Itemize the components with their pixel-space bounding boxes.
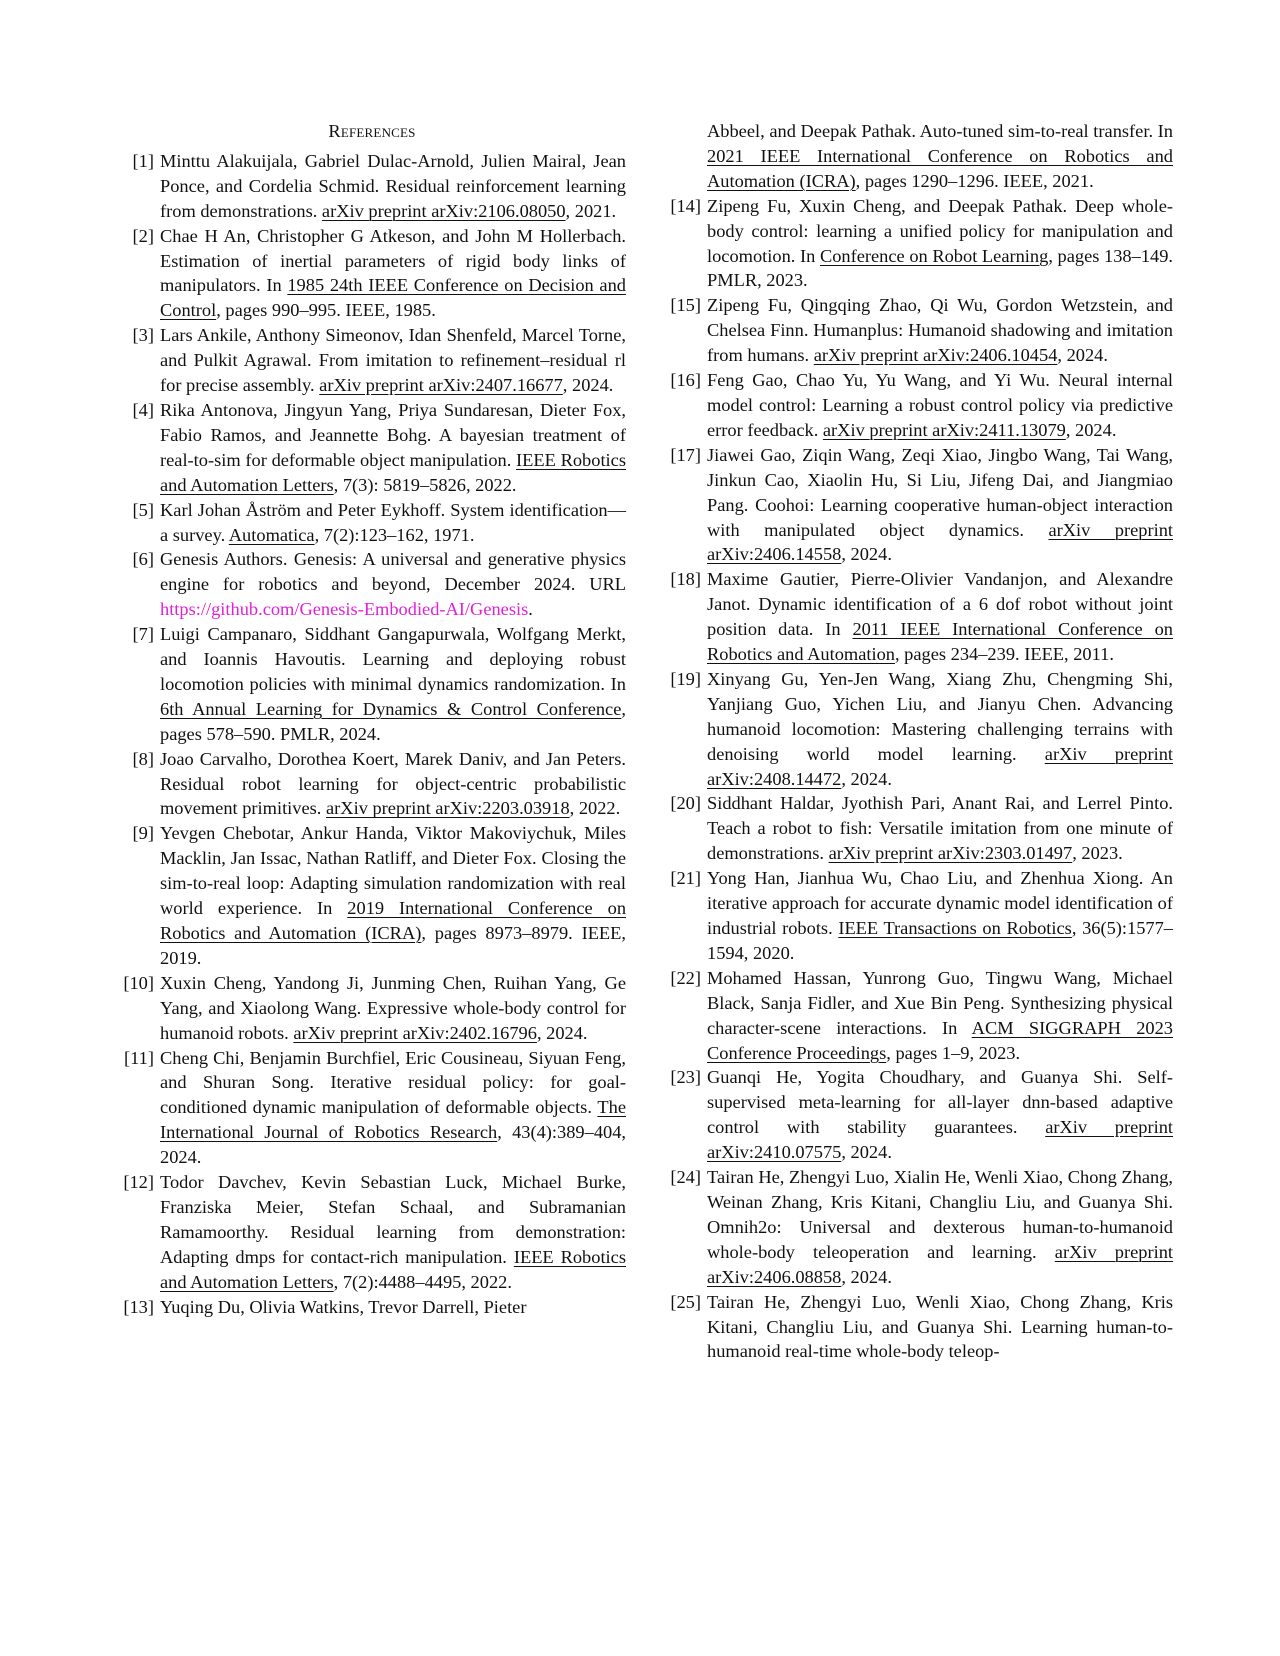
reference-text: , 2021. <box>565 200 617 221</box>
reference-text: Xuxin Cheng, Yandong Ji, Junming Chen, Ruihan Yang, Ge Yang, and Xiaolong Wang. Expressive whole-body control for humanoid robots. <box>160 972 626 1043</box>
reference-entry <box>118 821 626 970</box>
references-heading <box>118 119 626 144</box>
reference-entry <box>665 667 1173 792</box>
reference-number: [8] <box>132 748 154 769</box>
reference-text: Feng Gao, Chao Yu, Yu Wang, and Yi Wu. Neural internal model control: Learning a robust control policy via predictive error feedback. <box>707 370 1173 440</box>
reference-number: [15] <box>670 295 701 316</box>
reference-venue: IEEE Robotics and Automation Letters <box>160 1246 626 1292</box>
reference-entry <box>118 323 626 398</box>
reference-text: , 2024. <box>841 544 892 565</box>
reference-entry <box>665 567 1173 667</box>
reference-text: , pages 138–149. PMLR, 2023. <box>707 245 1173 291</box>
reference-entry <box>665 443 1173 568</box>
reference-venue: Automatica <box>228 524 315 545</box>
reference-text: , pages 234–239. IEEE, 2011. <box>894 644 1114 665</box>
reference-13-continuation <box>665 119 1173 194</box>
reference-number: [1] <box>132 150 154 171</box>
reference-number: [11] <box>124 1047 154 1068</box>
reference-entry <box>118 547 626 622</box>
reference-text: , 7(3): 5819–5826, 2022. <box>333 474 517 495</box>
reference-text: , 2024. <box>1065 419 1117 440</box>
reference-text: , 2024. <box>841 1142 892 1163</box>
reference-text: , 2024. <box>536 1022 588 1043</box>
reference-entry <box>665 1290 1173 1365</box>
reference-number: [19] <box>670 668 701 689</box>
reference-text: Rika Antonova, Jingyun Yang, Priya Sundaresan, Dieter Fox, Fabio Ramos, and Jeannette Bohg. A bayesian treatment of real-to-sim for deformable object manipulation. <box>160 399 626 470</box>
reference-number: [24] <box>670 1167 701 1188</box>
reference-number: [14] <box>670 195 701 216</box>
reference-number: [25] <box>670 1291 701 1312</box>
reference-entry <box>665 791 1173 866</box>
reference-venue: arXiv preprint arXiv:2406.10454 <box>813 345 1058 366</box>
reference-venue: arXiv preprint arXiv:2408.14472 <box>707 743 1174 789</box>
reference-entry <box>118 498 626 548</box>
reference-number: [21] <box>670 868 701 889</box>
references-list-left <box>118 149 626 1320</box>
reference-text: , 2022. <box>569 798 621 819</box>
reference-venue: 6th Annual Learning for Dynamics & Control Conference <box>160 698 622 719</box>
reference-text: Tairan He, Zhengyi Luo, Wenli Xiao, Chong Zhang, Kris Kitani, Changliu Liu, and Guanya Shi. Learning human-to-humanoid real-time whole-body teleop- <box>707 1291 1173 1362</box>
reference-entry <box>118 149 626 224</box>
reference-entry <box>665 866 1173 966</box>
reference-venue: arXiv preprint arXiv:2406.14558 <box>707 519 1173 565</box>
reference-number: [2] <box>132 225 154 246</box>
reference-number: [16] <box>670 370 701 391</box>
reference-entry <box>665 1165 1173 1290</box>
reference-venue: 2021 IEEE International Conference on Robotics and Automation (ICRA) <box>707 145 1173 191</box>
reference-number: [4] <box>132 399 154 420</box>
reference-venue: arXiv preprint arXiv:2203.03918 <box>326 798 570 819</box>
reference-venue: arXiv preprint arXiv:2106.08050 <box>321 200 566 221</box>
reference-text: Maxime Gautier, Pierre-Olivier Vandanjon, and Alexandre Janot. Dynamic identification of a 6 dof robot without joint position data. In <box>707 569 1173 640</box>
reference-entry <box>665 368 1173 443</box>
reference-entry <box>665 293 1173 368</box>
reference-text: Luigi Campanaro, Siddhant Gangapurwala, Wolfgang Merkt, and Ioannis Havoutis. Learning and deploying robust locomotion policies with minimal dynamics randomization. In <box>160 624 626 694</box>
reference-text: , 2024. <box>562 375 614 396</box>
reference-venue: arXiv preprint arXiv:2303.01497 <box>828 843 1073 864</box>
reference-text: , pages 990–995. IEEE, 1985. <box>216 300 436 321</box>
reference-number: [10] <box>123 972 154 993</box>
reference-number: [9] <box>132 823 154 844</box>
reference-text: Genesis Authors. Genesis: A universal and generative physics engine for robotics and beyond, December 2024. URL <box>160 549 626 595</box>
reference-entry <box>118 747 626 822</box>
reference-venue: IEEE Robotics and Automation Letters <box>160 449 626 495</box>
reference-text: Mohamed Hassan, Yunrong Guo, Tingwu Wang, Michael Black, Sanja Fidler, and Xue Bin Peng. Synthesizing physical character-scene interactions. In <box>707 967 1173 1038</box>
reference-venue: The International Journal of Robotics Research <box>160 1097 626 1143</box>
reference-text: Todor Davchev, Kevin Sebastian Luck, Michael Burke, Franziska Meier, Stefan Schaal, and Subramanian Ramamoorthy. Residual learning from demonstration: Adapting dmps for contact-rich manipulation. <box>160 1172 626 1267</box>
reference-venue: Conference on Robot Learning <box>819 245 1049 266</box>
reference-text: . <box>528 599 533 620</box>
reference-text: Joao Carvalho, Dorothea Koert, Marek Daniv, and Jan Peters. Residual robot learning for object-centric probabilistic movement primitives. <box>160 748 626 819</box>
reference-text: , 7(2):123–162, 1971. <box>314 524 475 545</box>
reference-text: , pages 1–9, 2023. <box>886 1042 1021 1063</box>
reference-venue: 1985 24th IEEE Conference on Decision and Control <box>160 275 626 321</box>
references-left-column <box>118 119 626 1320</box>
reference-number: [7] <box>132 624 154 645</box>
reference-venue: arXiv preprint arXiv:2407.16677 <box>319 375 563 396</box>
reference-text: Yong Han, Jianhua Wu, Chao Liu, and Zhenhua Xiong. An iterative approach for accurate dynamic model identification of industrial robots. <box>707 868 1173 938</box>
reference-text: Karl Johan Åström and Peter Eykhoff. System identification—a survey. <box>160 499 626 545</box>
reference-text: Zipeng Fu, Xuxin Cheng, and Deepak Pathak. Deep whole-body control: learning a unified policy for manipulation and locomotion. In <box>707 195 1173 266</box>
reference-text: , 36(5):1577–1594, 2020. <box>707 918 1173 963</box>
reference-entry <box>118 224 626 324</box>
reference-text: , 7(2):4488–4495, 2022. <box>333 1271 512 1292</box>
reference-text: Zipeng Fu, Qingqing Zhao, Qi Wu, Gordon Wetzstein, and Chelsea Finn. Humanplus: Humanoid shadowing and imitation from humans. <box>707 295 1173 366</box>
reference-number: [20] <box>670 793 701 814</box>
reference-number: [12] <box>123 1172 154 1193</box>
reference-text: Xinyang Gu, Yen-Jen Wang, Xiang Zhu, Chengming Shi, Yanjiang Guo, Yichen Liu, and Jianyu Chen. Advancing humanoid locomotion: Mastering challenging terrains with denoising world model learning. <box>707 668 1173 764</box>
reference-entry <box>118 971 626 1046</box>
reference-venue: arXiv preprint arXiv:2406.08858 <box>707 1241 1174 1287</box>
reference-venue: 2011 IEEE International Conference on Robotics and Automation <box>707 619 1173 665</box>
reference-text: , 43(4):389–404, 2024. <box>160 1122 626 1168</box>
reference-venue: 2019 International Conference on Robotics and Automation (ICRA) <box>160 898 627 943</box>
reference-venue: arXiv preprint arXiv:2410.07575 <box>707 1117 1174 1163</box>
reference-entry <box>118 1295 626 1320</box>
reference-venue: arXiv preprint arXiv:2411.13079 <box>822 419 1066 440</box>
reference-venue: IEEE Transactions on Robotics <box>838 918 1072 938</box>
reference-text: , pages 1290–1296. IEEE, 2021. <box>855 170 1094 191</box>
reference-number: [18] <box>670 569 701 590</box>
reference-entry <box>118 622 626 747</box>
reference-text: Chae H An, Christopher G Atkeson, and John M Hollerbach. Estimation of inertial parameters of rigid body links of manipulators. In <box>160 225 626 296</box>
reference-number: [3] <box>132 325 154 346</box>
reference-text: Yuqing Du, Olivia Watkins, Trevor Darrell, Pieter <box>160 1296 527 1317</box>
reference-text: , 2024. <box>841 768 892 789</box>
references-heading-text: References <box>328 121 416 141</box>
reference-text: Cheng Chi, Benjamin Burchfiel, Eric Cousineau, Siyuan Feng, and Shuran Song. Iterative residual policy: for goal-conditioned dynamic manipulation of deformable objects. <box>160 1047 626 1118</box>
reference-url-link[interactable]: https://github.com/Genesis-Embodied-AI/Genesis <box>160 599 529 620</box>
reference-text: Lars Ankile, Anthony Simeonov, Idan Shenfeld, Marcel Torne, and Pulkit Agrawal. From imitation to refinement–residual rl for precise assembly. <box>160 325 626 396</box>
reference-entry <box>665 194 1173 294</box>
references-list-right <box>665 194 1173 1365</box>
reference-number: [17] <box>670 444 701 465</box>
reference-text: Yevgen Chebotar, Ankur Handa, Viktor Makoviychuk, Miles Macklin, Jan Issac, Nathan Ratliff, and Dieter Fox. Closing the sim-to-real loop: Adapting simulation randomization with real world experience. In <box>160 823 626 919</box>
reference-text: Tairan He, Zhengyi Luo, Xialin He, Wenli Xiao, Chong Zhang, Weinan Zhang, Kris Kitani, Changliu Liu, and Guanya Shi. Omnih2o: Universal and dexterous human-to-humanoid whole-body teleoperation and learning. <box>707 1167 1173 1262</box>
reference-venue: ACM SIGGRAPH 2023 Conference Proceedings <box>707 1017 1173 1063</box>
reference-number: [13] <box>123 1296 154 1317</box>
reference-number: [6] <box>132 549 154 570</box>
reference-text: , pages 8973–8979. IEEE, 2019. <box>160 923 626 968</box>
reference-text: , pages 578–590. PMLR, 2024. <box>160 698 626 744</box>
reference-text: , 2023. <box>1072 843 1123 864</box>
reference-entry <box>665 966 1173 1066</box>
reference-text: Siddhant Haldar, Jyothish Pari, Anant Rai, and Lerrel Pinto. Teach a robot to fish: Versatile imitation from one minute of demonstrations. <box>707 793 1173 864</box>
reference-entry <box>665 1065 1173 1165</box>
references-right-column <box>665 119 1173 1364</box>
reference-text: , 2024. <box>841 1266 892 1287</box>
reference-text: , 2024. <box>1057 345 1108 366</box>
reference-number: [22] <box>670 967 701 988</box>
reference-entry <box>118 1170 626 1295</box>
reference-text: Jiawei Gao, Ziqin Wang, Zeqi Xiao, Jingbo Wang, Tai Wang, Jinkun Cao, Xiaolin Hu, Si Liu, Jifeng Dai, and Jiangmiao Pang. Coohoi: Learning cooperative human-object interaction with manipulated object dynamics. <box>707 444 1173 540</box>
reference-number: [23] <box>670 1067 701 1088</box>
reference-text: Guanqi He, Yogita Choudhary, and Guanya Shi. Self-supervised meta-learning for all-layer dnn-based adaptive control with stability guarantees. <box>707 1067 1173 1138</box>
reference-entry <box>118 398 626 498</box>
reference-venue: arXiv preprint arXiv:2402.16796 <box>293 1022 537 1043</box>
reference-number: [5] <box>132 499 154 520</box>
reference-text: Abbeel, and Deepak Pathak. Auto-tuned sim-to-real transfer. In <box>707 121 1173 141</box>
reference-entry <box>118 1046 626 1171</box>
reference-text: Minttu Alakuijala, Gabriel Dulac-Arnold, Julien Mairal, Jean Ponce, and Cordelia Schmid. Residual reinforcement learning from demonstrations. <box>160 150 626 221</box>
